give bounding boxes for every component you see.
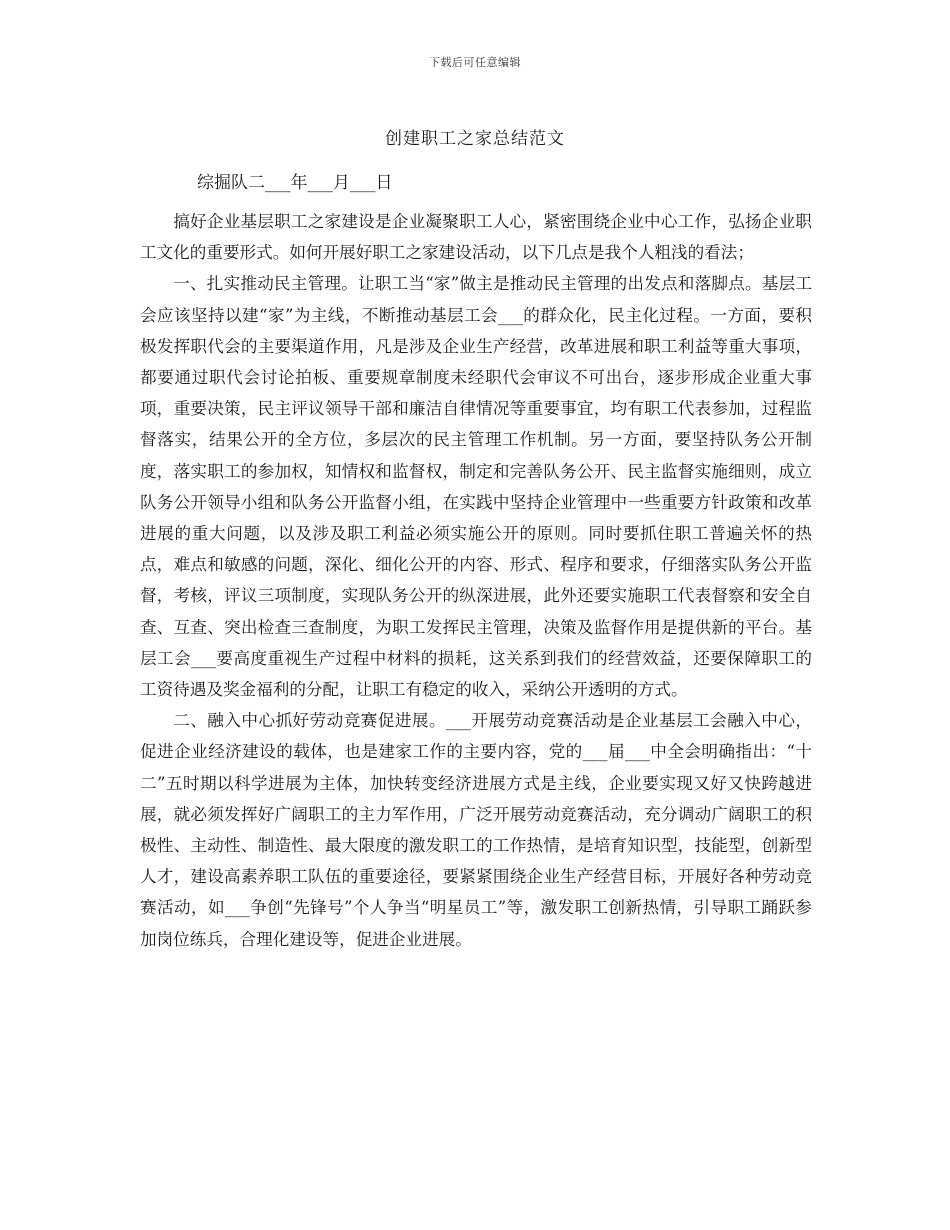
date-line: 综掘队二___年___月___日 xyxy=(197,173,393,193)
paragraph-intro: 搞好企业基层职工之家建设是企业凝聚职工人心，紧密围绕企业中心工作，弘扬企业职工文化的重要形式。如何开展好职工之家建设活动，以下几点是我个人粗浅的看法； xyxy=(140,212,812,263)
document-title: 创建职工之家总结范文 xyxy=(385,129,565,149)
paragraph-section-2: 二、融入中心抓好劳动竞赛促进展。___开展劳动竞赛活动是企业基层工会融入中心，促进企业经济建设的载体，也是建家工作的主要内容，党的___届___中全会明确指出：“十二”五时期以科学进展为主体，加快转变经济进展方式是主线，企业要实现又好又快跨越进展，就必须发挥好广阔职工的主力军作用，广泛开展劳动竞赛活动，充分调动广阔职工的积极性、主动性、制造性、最大限度的激发职工的工作热情，是培育知识型，技能型，创新型人才，建设高素养职工队伍的重要途径，要紧紧围绕企业生产经营目标，开展好各种劳动竞赛活动，如___争创“先锋号”个人争当“明星员工”等，激发职工创新热情，引导职工踊跃参加岗位练兵，合理化建设等，促进企业进展。 xyxy=(140,711,812,949)
paragraph-section-1: 一、扎实推动民主管理。让职工当“家”做主是推动民主管理的出发点和落脚点。基层工会应该坚持以建“家”为主线，不断推动基层工会___的群众化，民主化过程。一方面，要积极发挥职代会的主要渠道作用，凡是涉及企业生产经营，改革进展和职工利益等重大事项，都要通过职代会讨论拍板、重要规章制度未经职代会审议不可出台，逐步形成企业重大事项，重要决策，民主评议领导干部和廉洁自律情况等重要事宜，均有职工代表参加，过程监督落实，结果公开的全方位，多层次的民主管理工作机制。另一方面，要坚持队务公开制度，落实职工的参加权，知情权和监督权，制定和完善队务公开、民主监督实施细则，成立队务公开领导小组和队务公开监督小组，在实践中坚持企业管理中一些重要方针政策和改革进展的重大问题，以及涉及职工利益必须实施公开的原则。同时要抓住职工普遍关怀的热点，难点和敏感的问题，深化、细化公开的内容、形式、程序和要求，仔细落实队务公开监督，考核，评议三项制度，实现队务公开的纵深进展，此外还要实施职工代表督察和安全自查、互查、突出检查三查制度，为职工发挥民主管理，决策及监督作用是提供新的平台。基层工会___要高度重视生产过程中材料的损耗，这关系到我们的经营效益，还要保障职工的工资待遇及奖金福利的分配，让职工有稳定的收入，采纳公开透明的方式。 xyxy=(140,274,812,700)
header-note: 下载后可任意编辑 xyxy=(429,56,521,69)
document-body xyxy=(140,206,812,955)
